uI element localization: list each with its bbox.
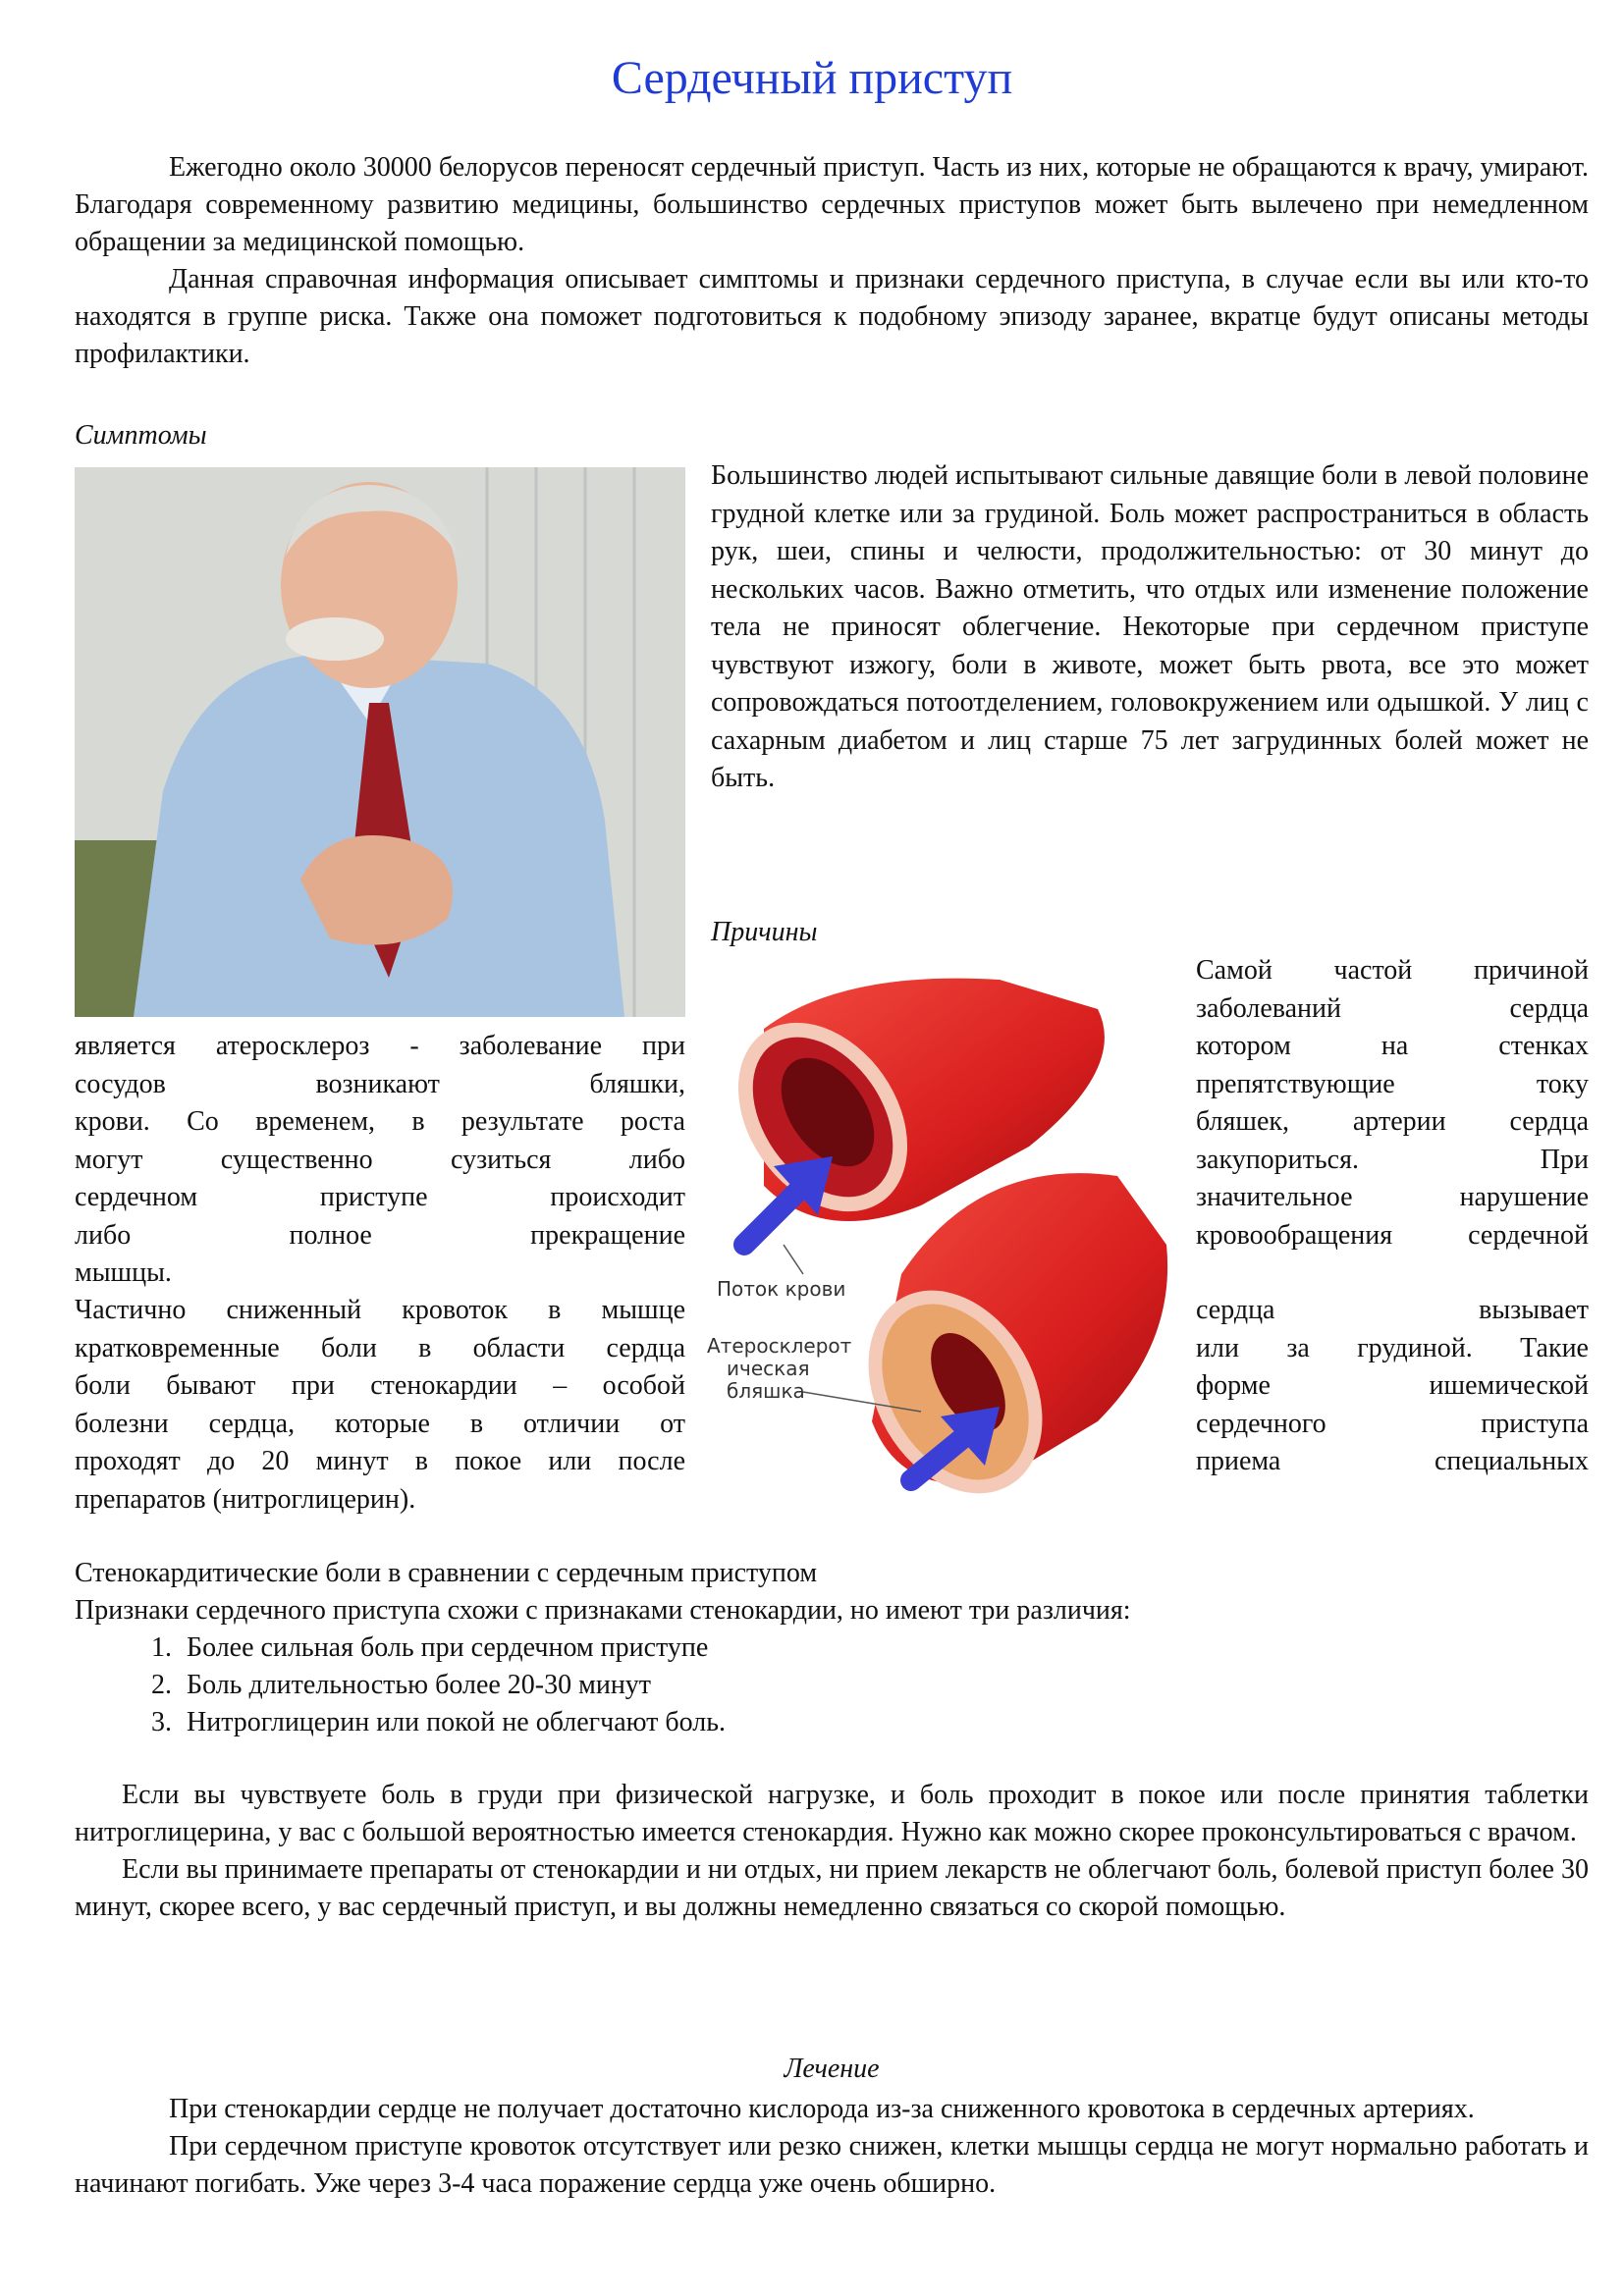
causes-line: крови. Со временем, в результате роста [75, 1106, 685, 1137]
advice-section [75, 1777, 1589, 1926]
intro-paragraph-2: Данная справочная информация описывает симптомы и признаки сердечного приступа, в случае если вы или кто-то находятся в группе риска. Также она поможет подготовиться к подобному эпизоду заранее, вкратце будут описаны методы профилактики. [75, 264, 1589, 369]
causes-left-b [75, 1292, 685, 1519]
causes-line: форме ишемической [1196, 1370, 1589, 1401]
causes-line: проходят до 20 минут в покое или после [75, 1446, 685, 1476]
label-plaque-3: бляшка [727, 1379, 805, 1403]
list-item: 1. Более сильная боль при сердечном приступе [179, 1629, 1589, 1667]
causes-left-a [75, 1028, 685, 1293]
causes-line: препаратов (нитроглицерин). [75, 1483, 416, 1515]
man-chest-pain-icon [75, 467, 685, 1017]
causes-line: препятствующие току [1196, 1068, 1589, 1099]
causes-right-top [1196, 952, 1589, 1028]
treatment-paragraph-1: При стенокардии сердце не получает достаточно кислорода из-за сниженного кровотока в сердечных артериях. [169, 2094, 1475, 2124]
causes-line: сосудов возникают бляшки, [75, 1068, 685, 1099]
list-item: 3. Нитроглицерин или покой не облегчают боль. [179, 1704, 1589, 1741]
comparison-heading: Стенокардитические боли в сравнении с сердечным приступом [75, 1558, 818, 1588]
advice-paragraph-2: Если вы принимаете препараты от стенокардии и ни отдых, ни прием лекарств не облегчают боль, болевой приступ более 30 минут, скорее всего, у вас сердечный приступ, и вы должны немедленно связаться со скорой помощью. [75, 1854, 1589, 1922]
causes-line: Самой частой причиной [1196, 955, 1589, 986]
label-blood-flow: Поток крови [717, 1277, 846, 1301]
causes-line: бляшек, артерии сердца [1196, 1106, 1589, 1137]
causes-line: значительное нарушение [1196, 1182, 1589, 1212]
label-plaque-1: Атеросклерот [707, 1334, 852, 1358]
causes-line: сердечного приступа [1196, 1408, 1589, 1439]
treatment-section [75, 2091, 1589, 2203]
list-item: 2. Боль длительностью более 20-30 минут [179, 1667, 1589, 1704]
causes-heading: Причины [711, 917, 818, 947]
causes-line: боли бывают при стенокардии – особой [75, 1370, 685, 1401]
man-chest-pain-photo [75, 467, 685, 1017]
differences-list [75, 1629, 1589, 1741]
causes-line: сердца вызывает [1196, 1295, 1589, 1325]
label-plaque-2: ическая [727, 1357, 810, 1380]
causes-right-a [1196, 1028, 1589, 1255]
symptoms-heading: Симптомы [75, 420, 207, 451]
causes-line: закупориться. При [1196, 1144, 1589, 1175]
page-title: Сердечный приступ [611, 52, 1013, 104]
causes-line: заболеваний сердца [1196, 992, 1589, 1024]
artery-cross-section-diagram [705, 950, 1186, 1510]
causes-line: Частично сниженный кровоток в мышце [75, 1295, 685, 1325]
intro-section [75, 149, 1589, 373]
causes-line: сердечном приступе происходит [75, 1182, 685, 1212]
causes-line: мышцы. [75, 1257, 172, 1288]
comparison-section [75, 1555, 1589, 1741]
treatment-heading: Лечение [784, 2054, 880, 2084]
causes-line: приема специальных [1196, 1446, 1589, 1476]
artery-diagram-icon [705, 950, 1186, 1510]
causes-line: котором на стенках [1196, 1031, 1589, 1061]
symptoms-text: Большинство людей испытывают сильные давящие боли в левой половине грудной клетке или за грудиной. Боль может распространиться в область рук, шеи, спины и челюсти, продолжительностью: от 30 минут до нескольких часов. Важно отметить, что отдых или изменение положение тела не приносят облегчение. Некоторые при сердечном приступе чувствуют изжогу, боли в животе, может быть рвота, все это может сопровождаться потоотделением, головокружением или одышкой. У лиц с сахарным диабетом и лиц старше 75 лет загрудинных болей может не быть. [711, 460, 1589, 793]
causes-line: или за грудиной. Такие [1196, 1332, 1589, 1363]
intro-paragraph-1: Ежегодно около 30000 белорусов переносят сердечный приступ. Часть из них, которые не обращаются к врачу, умирают. Благодаря современному развитию медицины, большинство сердечных приступов может быть вылечено при немедленном обращении за медицинской помощью. [75, 152, 1589, 257]
comparison-lead: Признаки сердечного приступа схожи с признаками стенокардии, но имеют три различия: [75, 1595, 1131, 1626]
causes-line: болезни сердца, которые в отличии от [75, 1408, 685, 1439]
causes-line: кратковременные боли в области сердца [75, 1332, 685, 1363]
treatment-paragraph-2: При сердечном приступе кровоток отсутствует или резко снижен, клетки мышцы сердца не могут нормально работать и начинают погибать. Уже через 3-4 часа поражение сердца уже очень обширно. [75, 2131, 1589, 2199]
advice-paragraph-1: Если вы чувствуете боль в груди при физической нагрузке, и боль проходит в покое или после принятия таблетки нитроглицерина, у вас с большой вероятностью имеется стенокардия. Нужно как можно скорее проконсультироваться с врачом. [75, 1780, 1589, 1847]
causes-line: является атеросклероз - заболевание при [75, 1031, 685, 1061]
causes-line: кровообращения сердечной [1196, 1219, 1589, 1251]
causes-line: либо полное прекращение [75, 1219, 685, 1251]
causes-right-b [1196, 1292, 1589, 1481]
causes-line: могут существенно сузиться либо [75, 1144, 685, 1175]
